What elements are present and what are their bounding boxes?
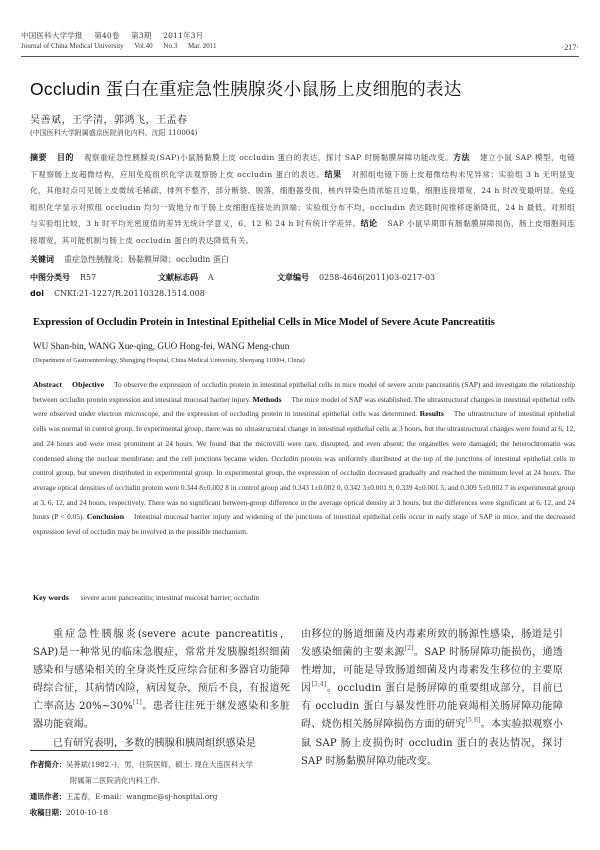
keywords-text-en: severe acute pancreatitis; intestinal mucosal barrier; occludin: [80, 593, 260, 602]
keywords-en: [33, 593, 259, 602]
volume-en: Vol.40: [134, 42, 153, 50]
body-text: 。患者往往死于继发感染和多脏器功能衰竭。: [33, 701, 290, 731]
classification-row: [30, 272, 435, 283]
body-text: 由移位的肠道细菌及内毒素所致的肠源性感染，肠道是引发感染细菌的主要来源: [301, 629, 563, 659]
objective-text-cn: 观察重症急性胰腺炎(SAP)小鼠肠黏膜上皮 occludin 蛋白的表达，探讨 SAP 时肠黏膜屏障功能改变。: [83, 153, 454, 162]
results-label-cn: 结果: [324, 169, 342, 179]
results-label-en: Results: [419, 409, 444, 419]
received-date-label: 收稿日期：: [30, 808, 66, 817]
methods-text-en: The mice model of SAP was established. The ultrastructural changes in intestinal epithelial cells were observed under electron microscope, and the expression of occluding protein in intestinal epithelial cells was determined.: [33, 394, 575, 419]
article-title-cn: Occludin 蛋白在重症急性胰腺炎小鼠肠上皮细胞的表达: [30, 79, 462, 99]
doi-value: CNKI:21-1227/R.20110328.1514.008: [53, 289, 205, 298]
body-paragraph: [301, 626, 563, 771]
running-header-cn: [21, 31, 579, 41]
received-date: [30, 805, 290, 821]
author-bio: [30, 757, 290, 773]
corresponding-author: [30, 789, 290, 805]
author-bio-label: 作者简介：: [30, 760, 66, 769]
abstract-label-en: Abstract: [33, 380, 63, 389]
journal-name-en: Journal of China Medical University: [21, 42, 124, 50]
doi-label: doi: [30, 289, 44, 298]
body-text: 。occludin 蛋白是肠屏障的重要组成部分，目前已有 occludin 蛋白与暴发性肝功能衰竭相关肠屏障功能障碍、烧伤相关肠屏障损伤方面的研究: [301, 683, 563, 731]
keywords-text-cn: 重症急性胰腺炎；肠黏膜屏障；occludin 蛋白: [64, 255, 229, 264]
keywords-cn: [30, 254, 229, 265]
received-date-value: 2010-10-18: [65, 808, 109, 817]
citation-ref[interactable]: [2]: [404, 645, 414, 653]
article-no-label: 文章编号: [277, 273, 309, 282]
conclusion-label-en: Conclusion: [86, 512, 125, 522]
citation-ref[interactable]: [5,6]: [465, 717, 481, 725]
footnote-rule: [30, 750, 133, 751]
page-number: ·217·: [561, 43, 579, 52]
citation-ref[interactable]: [3,4]: [311, 681, 327, 689]
footnotes: [30, 757, 290, 821]
clc-label: 中图分类号: [30, 273, 70, 282]
doc-code-value: A: [208, 273, 214, 282]
authors-cn: 吴善斌，王学清，郭鸿飞，王孟春: [30, 115, 188, 126]
conclusion-text-cn: SAP 小鼠早期即有肠黏膜屏障损伤，肠上皮细胞间连接增宽，其可能机制与肠上皮 occludin 蛋白的表达降低有关。: [30, 219, 576, 245]
keywords-label-en: Key words: [33, 593, 69, 602]
objective-label-en: Objective: [72, 380, 105, 389]
journal-name-cn: 中国医科大学学报: [21, 31, 83, 40]
body-text: 。SAP 时肠屏障功能损伤，通透性增加，可能是导致肠道细菌及内毒素发生移位的主要原因: [301, 647, 563, 695]
corresponding-author-label: 通讯作者：: [30, 792, 66, 801]
citation-ref[interactable]: [1]: [132, 699, 142, 707]
authors-en: WU Shan-bin, WANG Xue-qing, GUO Hong-fei, WANG Meng-chun: [33, 341, 290, 351]
body-paragraph: [33, 626, 290, 735]
results-text-en: The ultrastructure of intestinal epithelial cells was normal in control group. In experimental group, there was no ultrastructural change in intestinal epithelial cells at 3 hours, but the ultrastructural changes were found at 6, 12, and 24 hours and were most prominent at 24 hours. We found that the microvilli were rare, disrupted, and even absent; the organelles were damaged; the heterochromatin was condensed along the nuclear membrane; and the cell junctions became widen. Occludin protein was uniformly distributed at the top of the junctions of intestinal epithelial cells in control group, but uneven distributed in experimental group. In experimental group, the expression of occludin decreased gradually and reached the minimum level at 24 hours. The average optical densities of occludin protein were 0.344 8±0.002 8 in control group and 0.343 1±0.002 0, 0.342 3±0.001 9, 0.339 4±0.001 5, and 0.309 5±0.002 7 in experimental group at 3, 6, 12, and 24 hours, respectively. There was no significant between-group difference in the average optical density at 3 hours, but the differences were significant at 6, 12, and 24 hours (P < 0.05).: [33, 409, 575, 522]
body-text: 。本实验拟观察小鼠 SAP 肠上皮损伤时 occludin 蛋白的表达情况，探讨 SAP 时肠黏膜屏障功能改变。: [301, 719, 563, 767]
author-bio-text: 吴善斌(1982 -)，男，住院医师，硕士. 现在大连医科大学: [65, 760, 253, 769]
running-header: [21, 31, 579, 51]
results-text-cn: 对照组电镜下肠上皮超微结构未见异常；实验组 3 h 无明显变化，其他时点可见肠上皮微绒毛稀疏、排列不整齐，部分断裂、脱落，细胞器受损，核内异染色质浓缩且边集，细胞连接增宽，24 h 时改变最明显。免疫组织化学显示对照组 occludin 均匀一致地分布于肠上皮细胞连接处的顶端；实验组分布不均，occludin 表达随时间推移逐渐降低，24 h 最低。对照组与实验组比较，3 h 时平均光密度值的差异无统计学意义，6、12 和 24 h 时有统计学差异。: [30, 169, 575, 229]
methods-label-cn: 方法: [453, 153, 471, 162]
body-text: 重症急性胰腺炎(severe acute pancreatitis，SAP)是一种常见的临床急腹症，常常并发胰腺组织细菌感染和与感染相关的全身炎性反应综合征和多器官功能障碍综合征，其病情凶险，病因复杂，预后不良，有报道死亡率高达 20%~30%: [33, 629, 290, 713]
keywords-label-cn: 关键词: [30, 255, 54, 264]
affiliation-cn: (中国医科大学附属盛京医院消化内科，沈阳 110004): [30, 129, 198, 137]
methods-text-cn: 建立小鼠 SAP 模型，电镜下观察肠上皮超微结构，应用免疫组织化学法观察肠上皮 occludin 蛋白的表达。: [30, 153, 576, 179]
methods-label-en: Methods: [252, 394, 282, 404]
objective-text-en: To observe the expression of occludin protein in intestinal epithelial cells in mice model of severe acute pancreatitis (SAP) and investigate the relationship between occludin protein expression and intestinal mucosal barrier injury.: [33, 380, 575, 404]
article-title-en: Expression of Occludin Protein in Intestinal Epithelial Cells in Mice Model of Severe Acute Pancreatitis: [33, 317, 495, 328]
body-column-left: [33, 626, 290, 753]
doc-code-label: 文献标志码: [158, 273, 198, 282]
article-no-value: 0258-4646(2011)03-0217-03: [319, 273, 436, 282]
clc-value: R57: [80, 273, 97, 282]
body-text: 已有研究表明，多数的胰腺和胰周组织感染是: [53, 737, 256, 749]
corresponding-author-text[interactable]: 王孟春，E-mail：wangmc@sj-hospital.org: [65, 792, 218, 801]
date-en: Mar. 2011: [187, 42, 217, 50]
doi-row: [30, 289, 205, 298]
objective-label-cn: 目的: [56, 153, 74, 162]
conclusion-label-cn: 结论: [360, 219, 378, 229]
volume-cn: 第40卷: [94, 31, 120, 40]
running-header-en: [21, 41, 579, 51]
issue-en: No.3: [163, 42, 178, 50]
issue-cn: 第3期: [131, 31, 152, 40]
abstract-label-cn: 摘要: [30, 153, 47, 162]
header-rule: [21, 56, 579, 57]
affiliation-en: (Department of Gastroenterology, Shengjing Hospital, China Medical University, Shenyang 110004, China): [33, 357, 305, 364]
abstract-en: [33, 378, 575, 540]
author-bio-continued: 附属第二医院消化内科工作.: [70, 776, 160, 785]
body-column-right: [301, 626, 563, 771]
date-cn: 2011年3月: [163, 31, 204, 40]
abstract-cn: [30, 150, 575, 250]
conclusion-text-en: Intestinal mucosal barrier injury and widening of the junctions of intestinal epithelial cells occur in early stage of SAP in mice, and the decreased expression level of occludin may be involved in the possible mechanism.: [33, 512, 576, 537]
